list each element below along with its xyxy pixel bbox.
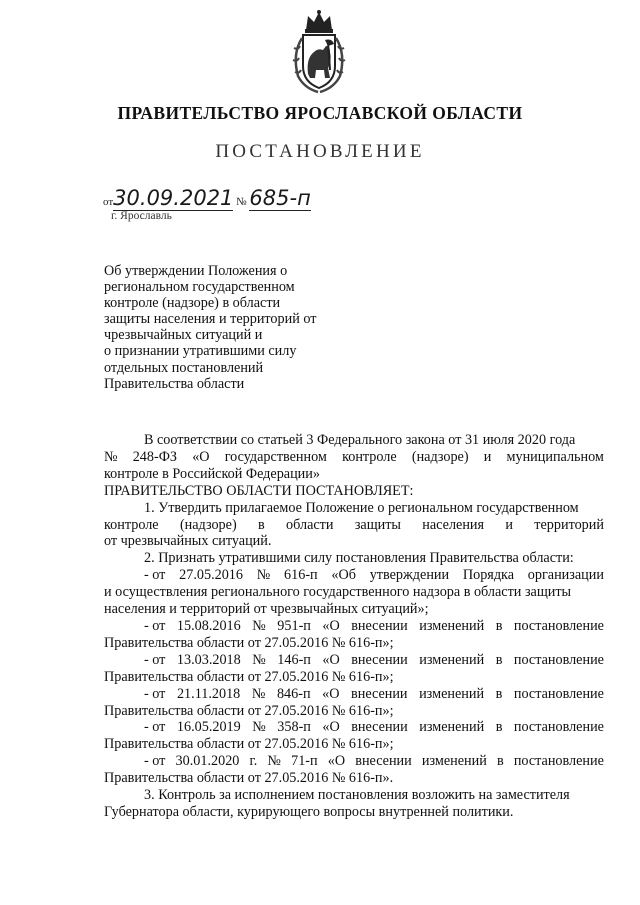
document-number: 685-п: [249, 186, 311, 210]
item-1-line: 1. Утвердить прилагаемое Положение о региональном государственном: [144, 499, 579, 516]
yaroslavl-coat-of-arms-icon: [290, 8, 348, 94]
item-2-line: 2. Признать утратившими силу постановления Правительства области:: [144, 550, 574, 567]
word: изменений: [419, 719, 485, 736]
word: №: [251, 685, 266, 702]
item-3-line: 3. Контроль за исполнением постановления возложить на заместителя: [144, 787, 570, 804]
repealed-entry-line: [144, 618, 604, 635]
document-body: [104, 432, 604, 821]
repealed-entry-line: [144, 686, 604, 703]
word: Порядка: [462, 567, 515, 584]
word: 846-п: [276, 685, 311, 702]
word: №: [104, 448, 118, 465]
intro-line: В соответствии со статьей 3 Федерального закона от 31 июля 2020 года: [144, 432, 576, 448]
item-1-line: [104, 517, 604, 534]
word: 146-п: [277, 651, 311, 668]
item-3-line: Губернатора области, курирующего вопросы внутренней политики.: [104, 803, 514, 820]
repealed-entry-line: Правительства области от 27.05.2016 № 616-п»;: [104, 702, 394, 719]
subject-line: контроле (надзоре) в области: [104, 295, 281, 312]
word: 71-п: [291, 753, 318, 770]
word: контроле: [342, 448, 397, 465]
word: №: [267, 753, 281, 770]
word: (надзоре): [411, 448, 469, 465]
word: 16.05.2019: [176, 719, 241, 736]
word: 13.03.2018: [176, 651, 241, 668]
word: утверждении: [369, 567, 450, 584]
word: №: [256, 567, 271, 584]
subject-line: отдельных постановлений: [104, 359, 264, 376]
word: внесении: [351, 651, 408, 668]
word: постановление: [513, 651, 604, 668]
repealed-entry-line: и осуществления регионального государственного надзора в области защиты: [104, 584, 572, 601]
document-date: 30.09.2021: [113, 186, 234, 210]
word: внесении: [351, 685, 408, 702]
word: в: [495, 617, 503, 634]
word: «Об: [331, 567, 356, 584]
word: г.: [249, 753, 258, 770]
word: постановление: [513, 753, 604, 770]
word: в: [495, 685, 503, 702]
government-title: ПРАВИТЕЛЬСТВО ЯРОСЛАВСКОЙ ОБЛАСТИ: [117, 103, 523, 123]
word: 951-п: [277, 617, 311, 634]
word: постановление: [513, 685, 604, 702]
word: организации: [527, 567, 604, 584]
repealed-entry-line: населения и территорий от чрезвычайных ситуаций»;: [104, 601, 429, 618]
subject-line: защиты населения и территорий от: [104, 311, 317, 328]
word: - от: [144, 719, 166, 736]
word: - от: [144, 567, 166, 584]
word: 30.01.2020: [175, 753, 240, 770]
word: «О: [322, 617, 340, 634]
number-prefix: №: [236, 196, 247, 208]
word: муниципальном: [506, 448, 604, 465]
document-type: ПОСТАНОВЛЕНИЕ: [215, 141, 425, 162]
word: контроле: [104, 516, 159, 533]
word: государственном: [224, 448, 327, 465]
intro-line: контроле в Российской Федерации»: [104, 465, 320, 482]
document-subject: [104, 263, 364, 392]
repealed-entry-line: [144, 567, 604, 584]
subject-line: Правительства области: [104, 375, 245, 392]
subject-line: Об утверждении Положения о: [104, 263, 288, 279]
word: в: [496, 753, 504, 770]
word: населения: [422, 516, 485, 533]
word: в: [258, 516, 265, 533]
repealed-entry-line: [144, 652, 604, 669]
repealed-entry-line: Правительства области от 27.05.2016 № 616-п».: [104, 770, 394, 787]
word: 248-ФЗ: [132, 448, 178, 465]
repealed-entry-line: Правительства области от 27.05.2016 № 616-п»;: [104, 634, 394, 651]
subject-line: чрезвычайных ситуаций и: [104, 327, 263, 344]
word: - от: [144, 651, 166, 668]
subject-line: о признании утратившими силу: [104, 343, 297, 360]
resolution-heading: ПРАВИТЕЛЬСТВО ОБЛАСТИ ПОСТАНОВЛЯЕТ:: [104, 482, 414, 499]
word: «О: [322, 719, 340, 736]
word: №: [252, 719, 266, 736]
date-prefix: от: [103, 196, 114, 208]
subject-line: региональном государственном: [104, 279, 295, 296]
word: 15.08.2016: [176, 617, 241, 634]
word: - от: [144, 617, 166, 634]
word: изменений: [421, 753, 487, 770]
word: (надзоре): [179, 516, 237, 533]
word: в: [495, 719, 503, 736]
word: области: [286, 516, 334, 533]
word: 616-п: [284, 567, 318, 584]
word: «О: [322, 685, 340, 702]
word: - от: [144, 685, 166, 702]
word: №: [252, 617, 266, 634]
word: изменений: [419, 685, 485, 702]
word: внесении: [351, 719, 408, 736]
word: территорий: [534, 516, 604, 533]
word: «О: [327, 753, 346, 770]
word: и: [483, 448, 492, 465]
word: постановление: [513, 719, 604, 736]
word: 21.11.2018: [176, 685, 241, 702]
word: изменений: [419, 651, 485, 668]
word: и: [505, 516, 513, 533]
city: г. Ярославль: [111, 210, 172, 222]
intro-line: [104, 449, 604, 466]
word: «О: [192, 448, 210, 465]
word: внесении: [355, 753, 412, 770]
word: 27.05.2016: [179, 567, 243, 584]
repealed-entry-line: Правительства области от 27.05.2016 № 616-п»;: [104, 668, 394, 685]
date-number-line: [103, 186, 311, 211]
word: внесении: [351, 617, 408, 634]
word: постановление: [513, 617, 604, 634]
word: защиты: [354, 516, 401, 533]
repealed-entry-line: [144, 753, 604, 770]
repealed-entry-line: Правительства области от 27.05.2016 № 616-п»;: [104, 736, 394, 753]
item-1-line: от чрезвычайных ситуаций.: [104, 533, 272, 550]
word: в: [495, 651, 503, 668]
word: «О: [322, 651, 340, 668]
word: №: [252, 651, 266, 668]
repealed-entry-line: [144, 719, 604, 736]
word: - от: [144, 753, 166, 770]
word: изменений: [419, 617, 485, 634]
word: 358-п: [277, 719, 311, 736]
